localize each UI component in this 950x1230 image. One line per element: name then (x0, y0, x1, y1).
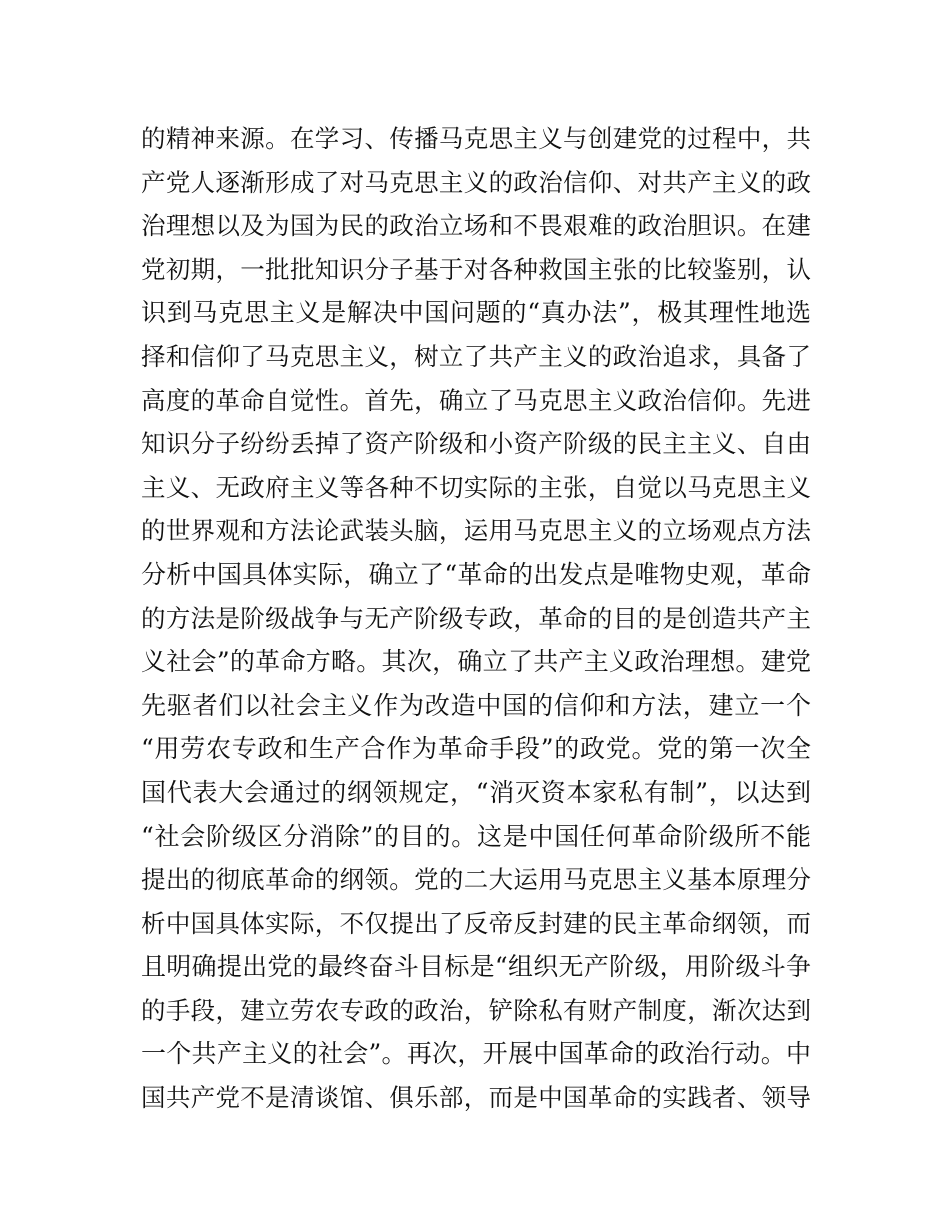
text-line: 的世界观和方法论武装头脑，运用马克思主义的立场观点方法 (141, 516, 811, 546)
text-line: 提出的彻底革命的纲领。党的二大运用马克思主义基本原理分 (141, 865, 811, 895)
text-line: 析中国具体实际，不仅提出了反帝反封建的民主革命纲领，而 (141, 908, 811, 938)
text-line: 国共产党不是清谈馆、俱乐部，而是中国革命的实践者、领导 (141, 1083, 811, 1113)
text-line: 主义、无政府主义等各种不切实际的主张，自觉以马克思主义 (141, 472, 811, 502)
text-line: 分析中国具体实际，确立了“革命的出发点是唯物史观，革命 (141, 559, 811, 589)
text-line: 一个共产主义的社会”。再次，开展中国革命的政治行动。中 (141, 1039, 811, 1069)
text-line: 党初期，一批批知识分子基于对各种救国主张的比较鉴别，认 (141, 254, 811, 284)
text-line: 的手段，建立劳农专政的政治，铲除私有财产制度，渐次达到 (141, 995, 811, 1025)
text-line: 且明确提出党的最终奋斗目标是“组织无产阶级，用阶级斗争 (141, 952, 811, 982)
text-line: “社会阶级区分消除”的目的。这是中国任何革命阶级所不能 (141, 821, 811, 851)
body-paragraph (141, 117, 811, 1120)
text-line: 先驱者们以社会主义作为改造中国的信仰和方法，建立一个 (141, 690, 811, 720)
text-line: 的方法是阶级战争与无产阶级专政，革命的目的是创造共产主 (141, 603, 811, 633)
text-line: 的精神来源。在学习、传播马克思主义与创建党的过程中，共 (141, 124, 811, 153)
text-line: 治理想以及为国为民的政治立场和不畏艰难的政治胆识。在建 (141, 211, 811, 241)
text-line: 择和信仰了马克思主义，树立了共产主义的政治追求，具备了 (141, 341, 811, 371)
text-line: 国代表大会通过的纲领规定，“消灭资本家私有制”，以达到 (141, 777, 811, 807)
text-line: 产党人逐渐形成了对马克思主义的政治信仰、对共产主义的政 (141, 167, 811, 197)
text-line: 知识分子纷纷丢掉了资产阶级和小资产阶级的民主主义、自由 (141, 429, 811, 459)
text-line: 义社会”的革命方略。其次，确立了共产主义政治理想。建党 (141, 647, 811, 677)
text-line: “用劳农专政和生产合作为革命手段”的政党。党的第一次全 (141, 734, 811, 764)
text-line: 高度的革命自觉性。首先，确立了马克思主义政治信仰。先进 (141, 385, 811, 415)
text-line: 识到马克思主义是解决中国问题的“真办法”，极其理性地选 (141, 298, 811, 328)
